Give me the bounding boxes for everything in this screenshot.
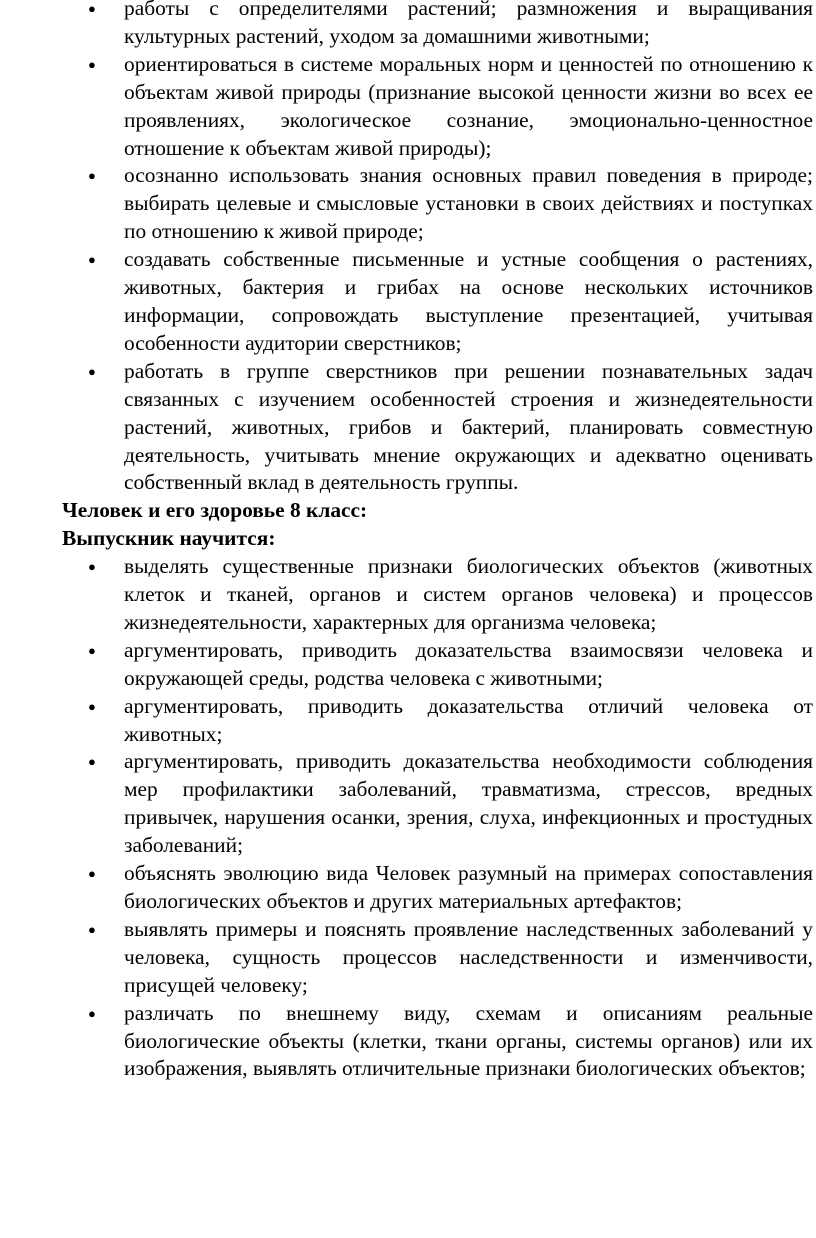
list-item-text: выделять существенные признаки биологических объектов (животных клеток и тканей, органов и систем органов человека) и процессов жизнедеятельности, характерных для организма человека; [124, 554, 813, 634]
list-item [0, 748, 816, 860]
list-item-text: аргументировать, приводить доказательства взаимосвязи человека и окружающей среды, родства человека с животными; [124, 637, 813, 690]
list-item [0, 693, 816, 749]
bullet-icon: ● [88, 921, 96, 937]
list-item-text: аргументировать, приводить доказательства отличий человека от животных; [124, 693, 813, 746]
list-item-text: различать по внешнему виду, схемам и описаниям реальные биологические объекты (клетки, ткани органы, системы органов) или их изображения, выявлять отличительные признаки биологических объектов; [124, 1000, 813, 1081]
bullet-icon: ● [88, 363, 96, 379]
list-item [0, 0, 816, 51]
list-item [0, 1000, 816, 1084]
bullet-icon: ● [88, 642, 96, 658]
list-item [0, 51, 816, 163]
bullet-icon: ● [88, 56, 96, 72]
learn-bullet-list [0, 553, 816, 1083]
subheading: Выпускник научится: [62, 526, 276, 551]
list-item [0, 162, 816, 246]
intro-bullet-list [0, 0, 816, 497]
bullet-icon: ● [88, 754, 96, 770]
list-item-text: аргументировать, приводить доказательства необходимости соблюдения мер профилактики заболеваний, травматизма, стрессов, вредных привычек, нарушения осанки, зрения, слуха, инфекционных и простудных заболеваний; [124, 749, 813, 858]
list-item-text: осознанно использовать знания основных правил поведения в природе; выбирать целевые и смысловые установки в своих действиях и поступках по отношению к живой природе; [124, 163, 813, 244]
list-item [0, 358, 816, 498]
list-item [0, 553, 816, 637]
bullet-icon: ● [88, 1, 96, 16]
list-item-text: создавать собственные письменные и устные сообщения о растениях, животных, бактерия и грибах на основе нескольких источников информации, сопровождать выступление презентацией, учитывая особенности аудитории сверстников; [124, 247, 813, 355]
bullet-icon: ● [88, 559, 96, 575]
bullet-icon: ● [88, 252, 96, 268]
list-item-text: объяснять эволюцию вида Человек разумный на примерах сопоставления биологических объектов и других материальных артефактов; [124, 861, 813, 913]
list-item [0, 637, 816, 693]
list-item-text: работать в группе сверстников при решении познавательных задач связанных с изучением особенностей строения и жизнедеятельности растений, животных, грибов и бактерий, планировать совместную деятельность, учитывать мнение окружающих и адекватно оценивать собственный вклад в деятельность группы. [124, 358, 813, 495]
bullet-icon: ● [88, 1005, 96, 1021]
bullet-icon: ● [88, 168, 96, 184]
section-heading: Человек и его здоровье 8 класс: [62, 498, 368, 523]
bullet-icon: ● [88, 866, 96, 882]
list-item-text: выявлять примеры и пояснять проявление наследственных заболеваний у человека, сущность процессов наследственности и изменчивости, присущей человеку; [124, 916, 813, 997]
list-item [0, 860, 816, 916]
bullet-icon: ● [88, 698, 96, 714]
list-item-text: работы с определителями растений; размножения и выращивания культурных растений, уходом за домашними животными; [124, 0, 813, 48]
list-item-text: ориентироваться в системе моральных норм и ценностей по отношению к объектам живой природы (признание высокой ценности жизни во всех ее проявлениях, экологическое сознание, эмоционально-ценностное отношение к объектам живой природы); [124, 51, 813, 160]
list-item [0, 916, 816, 1000]
list-item [0, 246, 816, 358]
